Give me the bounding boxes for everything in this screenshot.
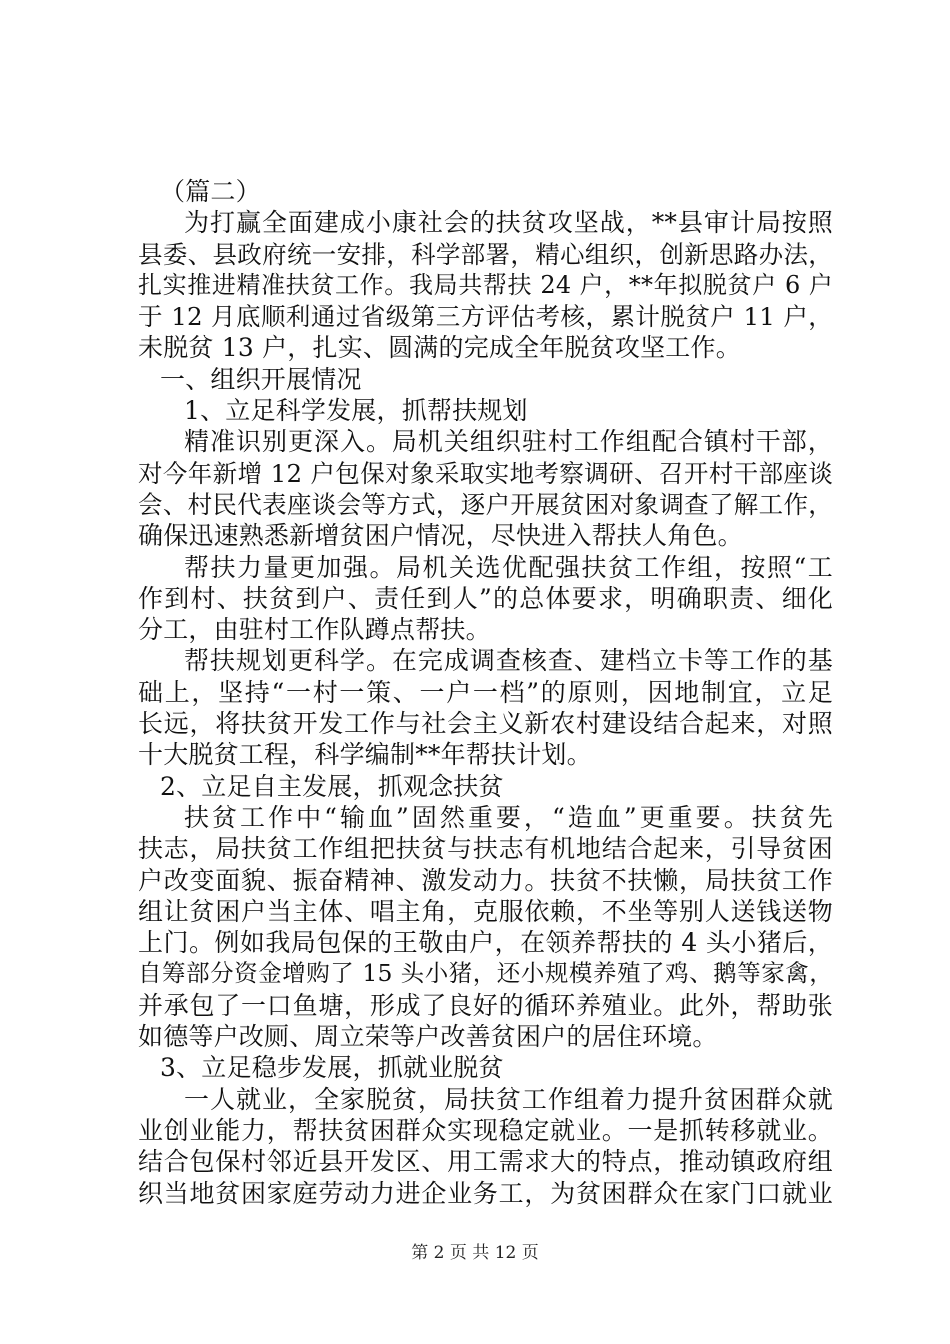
text-line: 为打赢全面建成小康社会的扶贫攻坚战，**县审计局按照 — [184, 208, 833, 238]
text-line: 对今年新增 12 户包保对象采取实地考察调研、召开村干部座谈 — [138, 458, 833, 488]
document-body — [138, 176, 833, 1209]
text-line: 并承包了一口鱼塘，形成了良好的循环养殖业。此外，帮助张 — [138, 990, 833, 1020]
text-line: 县委、县政府统一安排，科学部署，精心组织，创新思路办法， — [138, 239, 833, 269]
text-line: 自筹部分资金增购了 15 头小猪，还小规模养殖了鸡、鹅等家禽， — [138, 959, 833, 988]
text-line: 帮扶规划更科学。在完成调查核查、建档立卡等工作的基 — [184, 646, 833, 676]
text-line: 结合包保村邻近县开发区、用工需求大的特点，推动镇政府组 — [138, 1147, 833, 1177]
text-line: 作到村、扶贫到户、责任到人”的总体要求，明确职责、细化 — [138, 583, 833, 613]
text-line: 1、立足科学发展，抓帮扶规划 — [184, 396, 528, 426]
text-line: 精准识别更深入。局机关组织驻村工作组配合镇村干部， — [184, 427, 833, 457]
text-line: 帮扶力量更加强。局机关选优配强扶贫工作组，按照“工 — [184, 552, 833, 582]
text-line: 3、立足稳步发展，抓就业脱贫 — [160, 1053, 504, 1083]
text-line: 上门。例如我局包保的王敬由户，在领养帮扶的 4 头小猪后， — [138, 928, 833, 958]
text-line: 2、立足自主发展，抓观念扶贫 — [160, 771, 504, 801]
text-line: 户改变面貌、振奋精神、激发动力。扶贫不扶懒，局扶贫工作 — [138, 865, 833, 895]
text-line: 一人就业，全家脱贫，局扶贫工作组着力提升贫困群众就 — [184, 1084, 833, 1114]
text-line: 会、村民代表座谈会等方式，逐户开展贫困对象调查了解工作， — [138, 489, 833, 519]
text-line: 确保迅速熟悉新增贫困户情况，尽快进入帮扶人角色。 — [138, 521, 743, 551]
text-line: 于 12 月底顺利通过省级第三方评估考核，累计脱贫户 11 户， — [138, 302, 833, 332]
text-line: 十大脱贫工程，科学编制**年帮扶计划。 — [138, 740, 592, 770]
text-line: （篇二） — [160, 177, 261, 206]
text-line: 长远，将扶贫开发工作与社会主义新农村建设结合起来，对照 — [138, 709, 833, 739]
text-line: 扶贫工作中“输血”固然重要，“造血”更重要。扶贫先 — [184, 802, 833, 832]
text-line: 一、组织开展情况 — [160, 364, 362, 394]
text-line: 扎实推进精准扶贫工作。我局共帮扶 24 户，**年拟脱贫户 6 户 — [138, 270, 833, 299]
text-line: 如德等户改厕、周立荣等户改善贫困户的居住环境。 — [138, 1022, 718, 1052]
text-line: 扶志，局扶贫工作组把扶贫与扶志有机地结合起来，引导贫困 — [138, 834, 833, 864]
text-line: 织当地贫困家庭劳动力进企业务工，为贫困群众在家门口就业 — [138, 1178, 833, 1208]
text-line: 分工，由驻村工作队蹲点帮扶。 — [138, 615, 491, 645]
text-line: 组让贫困户当主体、唱主角，克服依赖，不坐等别人送钱送物 — [138, 896, 833, 926]
text-line: 础上，坚持“一村一策、一户一档”的原则，因地制宜，立足 — [138, 677, 833, 707]
page-footer: 第 2 页 共 12 页 — [411, 1243, 539, 1263]
text-line: 未脱贫 13 户，扎实、圆满的完成全年脱贫攻坚工作。 — [138, 333, 741, 363]
text-line: 业创业能力，帮扶贫困群众实现稳定就业。一是抓转移就业。 — [138, 1115, 833, 1145]
